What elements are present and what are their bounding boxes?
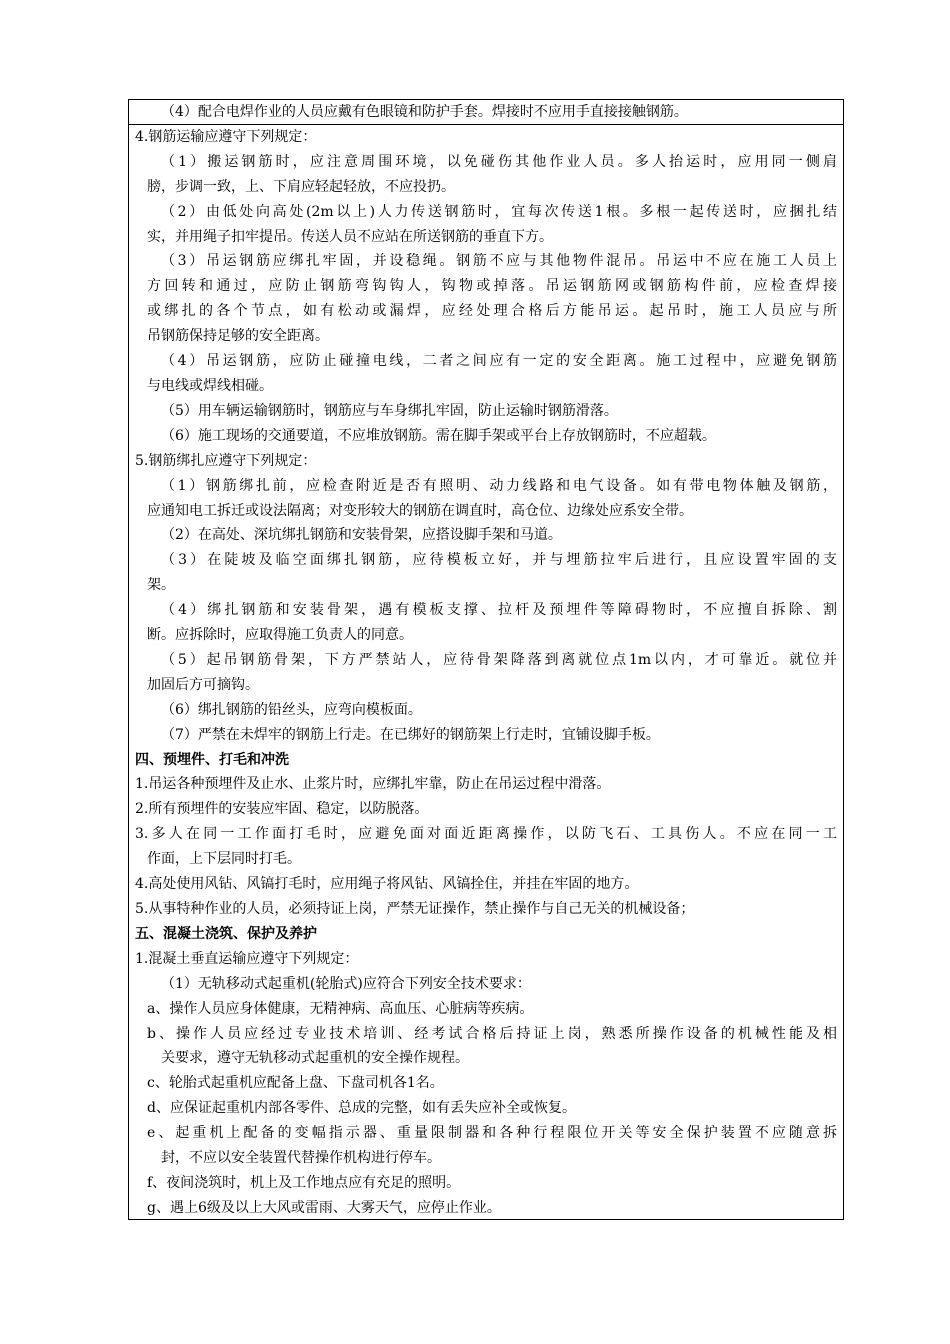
text-line: 作面，上下层同时打毛。 [147, 851, 301, 868]
text-line: 方回转和通过，应防止钢筋弯钩钩人，钩物或掉落。吊运钢筋网或钢筋构件前，应检查焊接 [147, 278, 837, 295]
text-line: （4）绑扎钢筋和安装骨架，遇有模板支撑、拉杆及预埋件等障碍物时，不应擅自拆除、割 [161, 602, 837, 619]
text-line: 应通知电工拆迁或设法隔离；对变形较大的钢筋在调直时，高仓位、边缘处应系安全带。 [147, 502, 693, 519]
text-line: b、操作人员应经过专业技术培训、经考试合格后持证上岗，熟悉所操作设备的机械性能及相 [147, 1025, 837, 1042]
text-line: （4）配合电焊作业的人员应戴有色眼镜和防护手套。焊接时不应用手直接接触钢筋。 [161, 104, 688, 120]
text-line: 5.从事特种作业的人员，必须持证上岗，严禁无证操作，禁止操作与自己无关的机械设备； [135, 901, 695, 917]
text-line: d、应保证起重机内部各零件、总成的完整，如有丢失应补全或恢复。 [147, 1100, 576, 1117]
text-line: 断。应拆除时，应取得施工负责人的同意。 [147, 627, 413, 644]
text-line: 5.钢筋绑扎应遵守下列规定： [135, 452, 317, 469]
text-line: a、操作人员应身体健康，无精神病、高血压、心脏病等疾病。 [147, 1000, 534, 1017]
text-line: 封，不应以安全装置代替操作机构进行停车。 [161, 1150, 441, 1167]
text-line: 或绑扎的各个节点，如有松动或漏焊，应经处理合格后方能吊运。起吊时，施工人员应与所 [147, 303, 837, 320]
text-line: 与电线或焊线相碰。 [147, 377, 273, 394]
text-line: （5）用车辆运输钢筋时，钢筋应与车身绑扎牢固，防止运输时钢筋滑落。 [161, 402, 618, 419]
text-line: e、起重机上配备的变幅指示器、重量限制器和各种行程限位开关等安全保护装置不应随意拆 [147, 1125, 837, 1142]
text-line: （7）严禁在未焊牢的钢筋上行走。在已绑好的钢筋架上行走时，宜铺设脚手板。 [161, 726, 660, 743]
document-body [135, 100, 837, 1221]
text-line: 2.所有预埋件的安装应牢固、稳定，以防脱落。 [135, 801, 429, 818]
text-line: 1.混凝土垂直运输应遵守下列规定： [135, 950, 359, 967]
text-line: （2）在高处、深坑绑扎钢筋和安装骨架，应搭设脚手架和马道。 [161, 527, 562, 544]
text-line: （1）搬运钢筋时，应注意周围环境，以免碰伤其他作业人员。多人抬运时，应用同一侧肩 [161, 153, 837, 170]
text-line: 4.钢筋运输应遵守下列规定： [135, 128, 317, 145]
text-line: （4）吊运钢筋，应防止碰撞电线，二者之间应有一定的安全距离。施工过程中，应避免钢筋 [161, 353, 837, 370]
text-line: 吊钢筋保持足够的安全距离。 [147, 328, 329, 345]
text-line: 3.多人在同一工作面打毛时，应避免面对面近距离操作，以防飞石、工具伤人。不应在同一工 [135, 826, 837, 843]
text-line: 实，并用绳子扣牢提吊。传送人员不应站在所送钢筋的垂直下方。 [147, 228, 553, 245]
text-line: g、遇上6级及以上大风或雷雨、大雾天气，应停止作业。 [147, 1199, 501, 1216]
document-table-frame [128, 99, 844, 1220]
text-line: 架。 [147, 577, 175, 594]
text-line: （3）吊运钢筋应绑扎牢固，并设稳绳。钢筋不应与其他物件混吊。吊运中不应在施工人员上 [161, 253, 837, 270]
section-heading: 五、混凝土浇筑、保护及养护 [135, 925, 317, 942]
text-line: （1）无轨移动式起重机(轮胎式)应符合下列安全技术要求： [161, 975, 531, 992]
text-line: 关要求，遵守无轨移动式起重机的安全操作规程。 [161, 1050, 469, 1067]
text-line: （3）在陡坡及临空面绑扎钢筋，应待模板立好，并与埋筋拉牢后进行，且应设置牢固的支 [161, 552, 837, 569]
text-line: 膀，步调一致，上、下肩应轻起轻放，不应投扔。 [147, 178, 455, 195]
text-line: （1）钢筋绑扎前，应检查附近是否有照明、动力线路和电气设备。如有带电物体触及钢筋， [161, 477, 837, 494]
text-line: 加固后方可摘钩。 [147, 676, 259, 693]
text-line: f、夜间浇筑时，机上及工作地点应有充足的照明。 [147, 1174, 461, 1191]
text-line: 4.高处使用风钻、风镐打毛时，应用绳子将风钻、风镐拴住，并挂在牢固的地方。 [135, 876, 639, 893]
text-line: c、轮胎式起重机应配备上盘、下盘司机各1名。 [147, 1075, 444, 1092]
text-line: （5）起吊钢筋骨架，下方严禁站人，应待骨架降落到离就位点1m以内，才可靠近。就位并 [161, 651, 837, 668]
text-line: （6）绑扎钢筋的铅丝头，应弯向模板面。 [161, 701, 422, 718]
section-heading: 四、预埋件、打毛和冲洗 [135, 751, 289, 768]
text-line: 1.吊运各种预埋件及止水、止浆片时，应绑扎牢靠，防止在吊运过程中滑落。 [135, 776, 611, 793]
text-line: （2）由低处向高处(2m以上)人力传送钢筋时，宜每次传送1根。多根一起传送时，应捆扎结 [161, 203, 837, 220]
text-line: （6）施工现场的交通要道，不应堆放钢筋。需在脚手架或平台上存放钢筋时，不应超载。 [161, 427, 716, 444]
